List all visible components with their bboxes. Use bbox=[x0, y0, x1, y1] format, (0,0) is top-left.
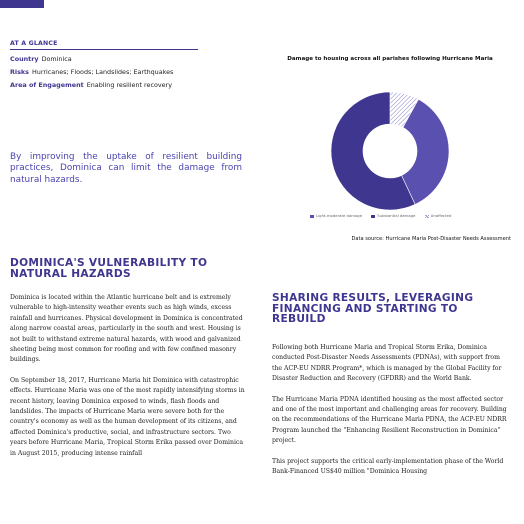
legend-swatch bbox=[371, 215, 375, 218]
paragraph: Following both Hurricane Maria and Tropical Storm Erika, Dominica conducted Post-Disaster Needs Assessments (PDNAs), with support from the ACP-EU NDRR Program*, which is managed by the Global Facility for Disaster Reduction and Recovery (GFDRR) and the World Bank. bbox=[272, 344, 502, 383]
glance-value: Dominica bbox=[41, 55, 72, 63]
glance-row-country bbox=[10, 55, 198, 63]
legend-item-substantial bbox=[371, 213, 415, 218]
section-heading-vulnerability: DOMINICA'S VULNERABILITY TO NATURAL HAZARDS bbox=[10, 257, 208, 280]
glance-key: Country bbox=[10, 55, 39, 63]
chart-title: Damage to housing across all parishes following Hurricane Maria bbox=[287, 56, 493, 62]
header-accent-bar bbox=[0, 0, 44, 8]
glance-value: Hurricanes; Floods; Landslides; Earthquakes bbox=[31, 68, 174, 76]
legend-label: Light-moderate damage bbox=[316, 213, 363, 218]
legend-item-light bbox=[310, 213, 362, 218]
chart-legend bbox=[310, 213, 459, 218]
glance-value: Enabling resilient recovery bbox=[86, 81, 172, 89]
glance-key: Area of Engagement bbox=[10, 81, 84, 89]
glance-key: Risks bbox=[10, 68, 29, 76]
section-body-sharing-results bbox=[272, 343, 508, 487]
chart-source: Data source: Hurricane Maria Post-Disaster Needs Assessment bbox=[351, 236, 511, 242]
section-heading-sharing-results: SHARING RESULTS, LEVERAGING FINANCING AND STARTING TO REBUILD bbox=[272, 292, 474, 325]
donut-chart bbox=[266, 62, 514, 212]
legend-swatch bbox=[425, 215, 429, 218]
glance-row-risks bbox=[10, 68, 198, 76]
legend-label: Substantial damage bbox=[377, 213, 416, 218]
paragraph: The Hurricane Maria PDNA identified housing as the most affected sector and one of the most important and challenging areas for recovery. Building on the recommendations of the Hurricane Maria PDNA, the ACP-EU NDRR Program launched the "Enhancing Resilient Reconstruction in Dominica" project. bbox=[272, 395, 507, 445]
lead-statement: By improving the uptake of resilient building practices, Dominica can limit the damage from natural hazards. bbox=[10, 152, 242, 185]
legend-item-unaffected bbox=[425, 213, 452, 218]
glance-row-area bbox=[10, 81, 198, 89]
paragraph: This project supports the critical early-implementation phase of the World Bank-Financed US$40 million "Dominica Housing bbox=[272, 457, 504, 476]
legend-swatch bbox=[310, 215, 314, 218]
at-a-glance-box bbox=[10, 40, 198, 89]
paragraph: Dominica is located within the Atlantic hurricane belt and is extremely vulnerable to high-intensity weather events such as high winds, excess rainfall and hurricanes. Physical development in Dominica is concentrated along narrow coastal areas, particularly in the south and west. Housing is not built to withstand extreme natural hazards, with wood and galvanized sheeting being most common for roofing and with few confined masonry buildings. bbox=[10, 294, 243, 364]
section-body-vulnerability bbox=[10, 293, 246, 469]
paragraph: On September 18, 2017, Hurricane Maria hit Dominica with catastrophic effects. Hurricane Maria was one of the most rapidly intensifying storms in recent history, leaving Dominica exposed to winds, flash floods and landslides. The impacts of Hurricane Maria were severe both for the country's economy as well as the human development of its citizens, and affected Dominica's productive, social, and infrastructure sectors. Two years before Hurricane Maria, Tropical Storm Erika passed over Dominica in August 2015, producing intense rainfall bbox=[10, 376, 245, 457]
legend-label: Unaffected bbox=[430, 213, 452, 218]
at-a-glance-heading: AT A GLANCE bbox=[10, 40, 198, 50]
